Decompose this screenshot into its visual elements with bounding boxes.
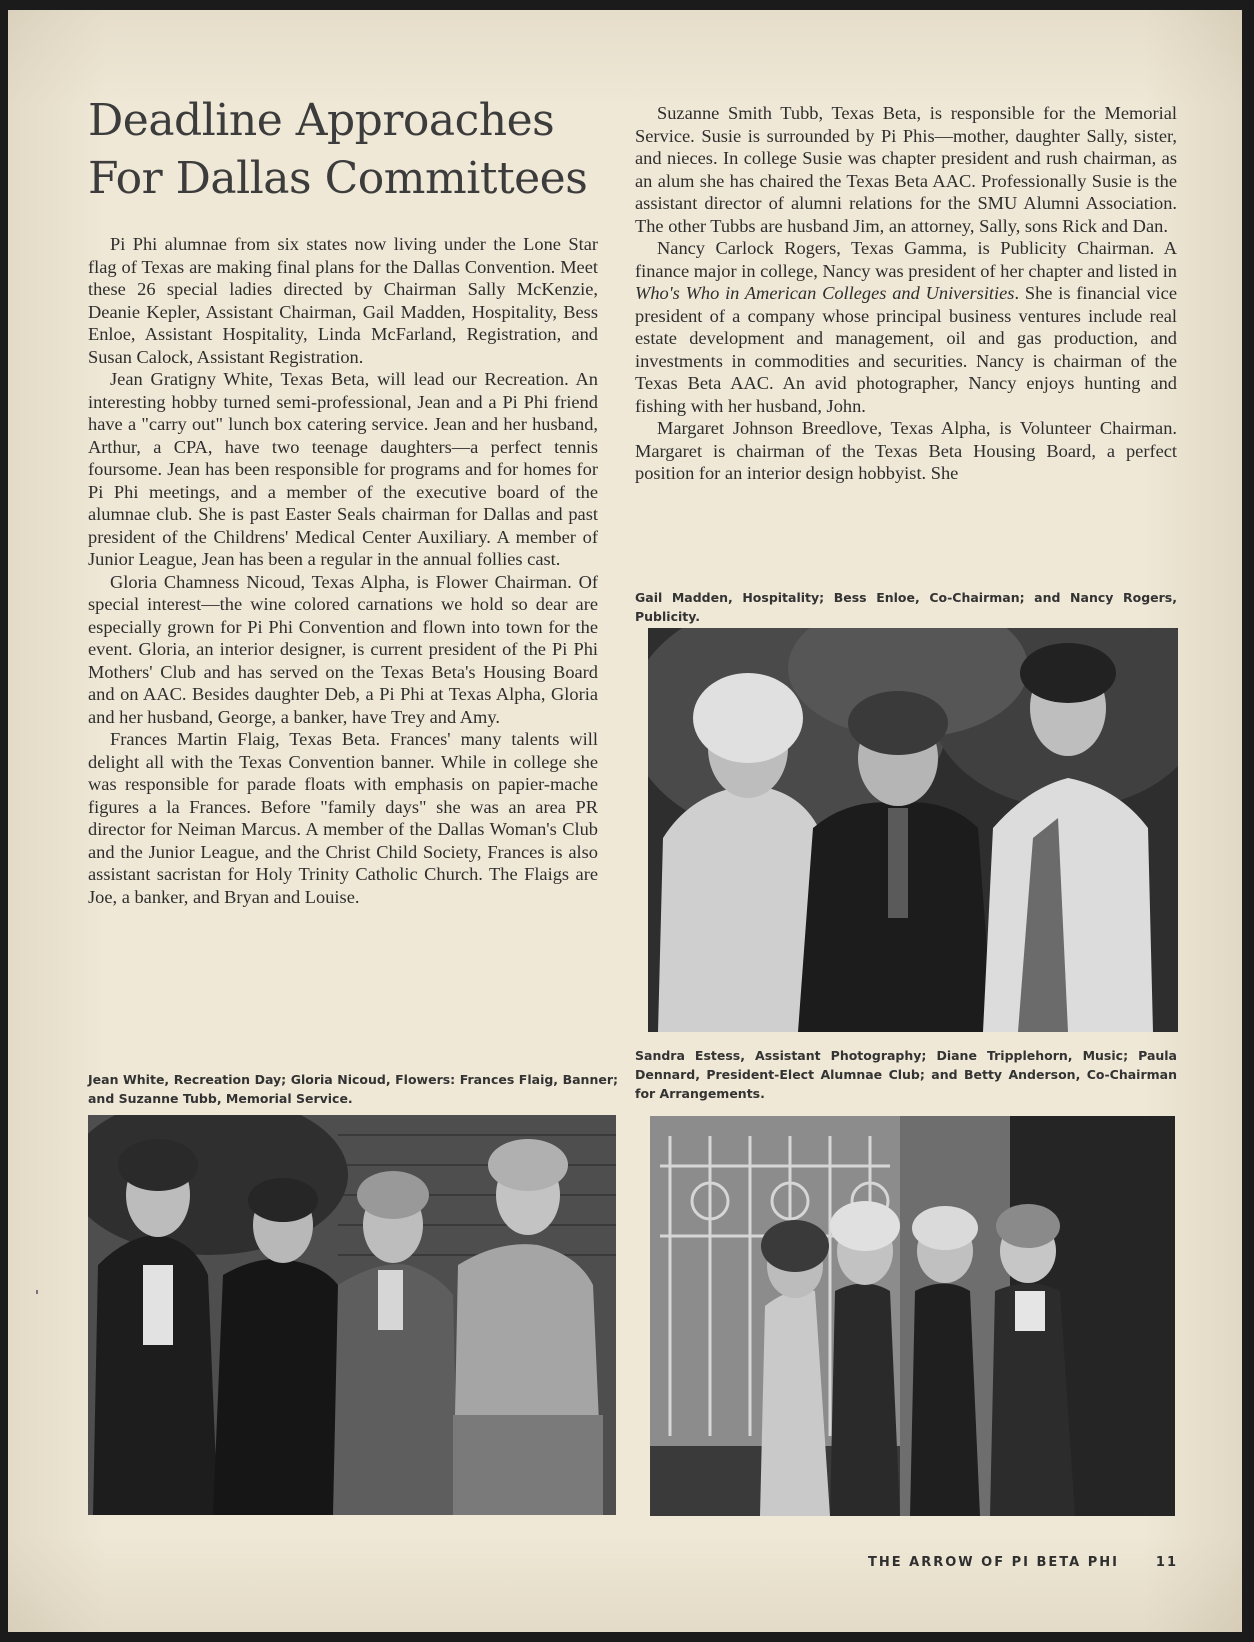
paragraph-frances-flaig: Frances Martin Flaig, Texas Beta. Frances' many talents will delight all with the Texas Convention banner. While in college she was responsible for parade floats with emphasis on papier-mache figures a la Frances. Before "family days" she was an area PR director for Neiman Marcus. A member of the Dallas Woman's Club and the Junior League, and the Christ Child Society, Frances is also assistant sacristan for Holy Trinity Catholic Church. The Flaigs are Joe, a banker, and Bryan and Louise.: [88, 729, 598, 907]
group-photo-three-women: [648, 628, 1178, 1032]
photo-caption-top-right: Gail Madden, Hospitality; Bess Enloe, Co-Chairman; and Nancy Rogers, Publicity.: [635, 590, 1177, 624]
paragraph-suzanne-tubb: Suzanne Smith Tubb, Texas Beta, is responsible for the Memorial Service. Susie is surrounded by Pi Phis—mother, daughter Sally, sister, and nieces. In college Susie was chapter president and rush chairman, as an alum she has chaired the Texas Beta AAC. Professionally Susie is the assistant director of alumni relations for the SMU Alumni Association. The other Tubbs are husband Jim, an attorney, Sally, sons Rick and Dan.: [635, 103, 1177, 236]
paragraph-gloria-nicoud: Gloria Chamness Nicoud, Texas Alpha, is Flower Chairman. Of special interest—the wine colored carnations we hold so dear are especially grown for Pi Phi Convention and flown into town for the event. Gloria, an interior designer, is current president of the Pi Phi Mothers' Club and has served on the Texas Beta's Housing Board and on AAC. Besides daughter Deb, a Pi Phi at Texas Alpha, Gloria and her husband, George, a banker, have Trey and Amy.: [88, 571, 598, 727]
paragraph-intro: Pi Phi alumnae from six states now living under the Lone Star flag of Texas are making final plans for the Dallas Convention. Meet these 26 special ladies directed by Chairman Sally McKenzie, Deanie Kepler, Assistant Chairman, Gail Madden, Hospitality, Bess Enloe, Assistant Hospitality, Linda McFarland, Registration, and Susan Calock, Assistant Registration.: [88, 234, 598, 367]
right-column: [635, 102, 1177, 485]
publication-name: THE ARROW OF PI BETA PHI: [868, 1555, 1119, 1570]
magazine-page: [8, 10, 1242, 1632]
group-photo-four-women-gate: [650, 1116, 1175, 1516]
left-column: [88, 233, 598, 908]
title-line-1: Deadline Approaches: [88, 95, 555, 146]
group-photo-four-women-brick: [88, 1115, 616, 1515]
page-footer: [868, 1555, 1178, 1570]
paragraph-nancy-rogers: Nancy Carlock Rogers, Texas Gamma, is Publicity Chairman. A finance major in college, Nancy was president of her chapter and listed in Who's Who in American Colleges and Universities. She is financial vice president of a company whose principal business ventures include real estate development and management, oil and gas production, and investments in commodities and securities. Nancy is chairman of the Texas Beta AAC. An avid photographer, Nancy enjoys hunting and fishing with her husband, John.: [635, 238, 1177, 416]
title-line-2: For Dallas Committees: [88, 153, 588, 204]
photo-caption-bottom-left: Jean White, Recreation Day; Gloria Nicoud, Flowers: Frances Flaig, Banner; and Suzanne Tubb, Memorial Service.: [88, 1072, 618, 1106]
print-smudge: [36, 1290, 38, 1294]
paragraph-jean-white: Jean Gratigny White, Texas Beta, will lead our Recreation. An interesting hobby turned semi-professional, Jean and a Pi Phi friend have a "carry out" lunch box catering service. Jean and her husband, Arthur, a CPA, have two teenage daughters—a perfect tennis foursome. Jean has been responsible for programs and for homes for Pi Phi meetings, and a member of the executive board of the alumnae club. She is past Easter Seals chairman for Dallas and past president of the Childrens' Medical Center Auxiliary. A member of Junior League, Jean has been a regular in the annual follies cast.: [88, 369, 598, 569]
paragraph-margaret-breedlove: Margaret Johnson Breedlove, Texas Alpha, is Volunteer Chairman. Margaret is chairman of the Texas Beta Housing Board, a perfect position for an interior design hobbyist. She: [635, 418, 1177, 483]
book-title: Who's Who in American Colleges and Universities: [635, 283, 1015, 303]
page-number: 11: [1155, 1555, 1178, 1570]
article-title: [88, 92, 608, 208]
photo-caption-bottom-right: Sandra Estess, Assistant Photography; Diane Tripplehorn, Music; Paula Dennard, President-Elect Alumnae Club; and Betty Anderson, Co-Chairman for Arrangements.: [635, 1048, 1177, 1101]
